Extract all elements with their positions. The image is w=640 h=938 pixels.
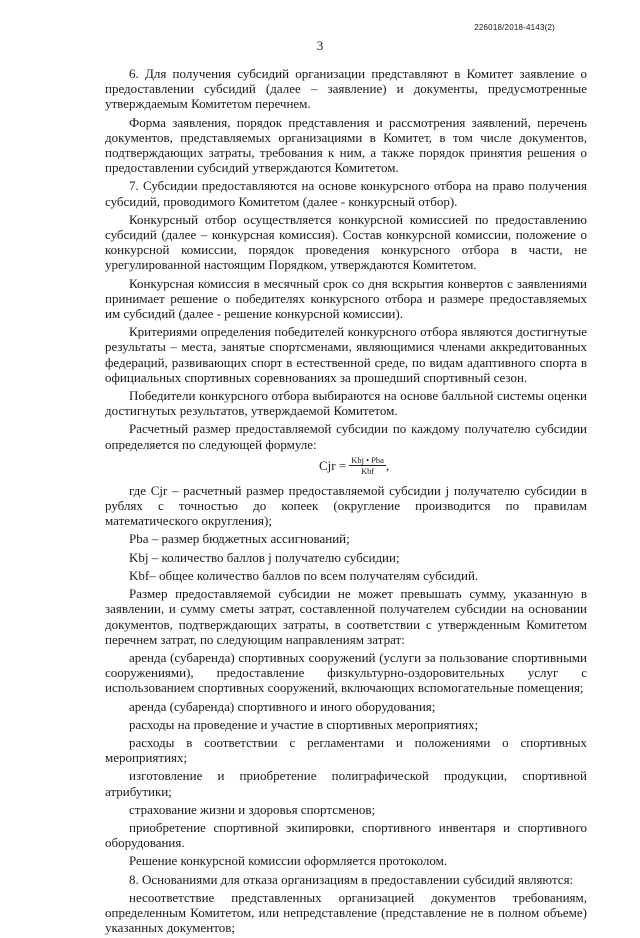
paragraph: где Cjr – расчетный размер предоставляемой субсидии j получателю субсидии в рублях с точностью до копеек (округление производится по правилам математического округления); <box>105 482 587 529</box>
page-number: 3 <box>316 38 324 53</box>
paragraph: Расчетный размер предоставляемой субсидии по каждому получателю субсидии определяется по следующей формуле: <box>105 421 587 452</box>
formula-fraction <box>349 455 386 476</box>
paragraph: Размер предоставляемой субсидии не может превышать сумму, указанную в заявлении, и сумму сметы затрат, составленной получателем субсидии на основании документов, подтверждающих затраты, в соответствии с утвержденным Комитетом перечнем затрат, по следующим направлениям затрат: <box>105 586 587 647</box>
formula-tail: , <box>385 457 390 473</box>
paragraph: Конкурсный отбор осуществляется конкурсной комиссией по предоставлению субсидий (далее – конкурсная комиссия). Состав конкурсной комиссии, положение о конкурсной комиссии, порядок проведения конкурсного отбора в части, не урегулированной настоящим Порядком, утверждаются Комитетом. <box>105 211 587 273</box>
subsidy-formula <box>319 455 389 476</box>
document-body <box>105 66 587 938</box>
paragraph: Критериями определения победителей конкурсного отбора являются достигнутые результаты – места, занятые спортсменами, являющимися членами аккредитованных федераций, развивающих спорт в естественной среде, по видам адаптивного спорта в официальных спортивных соревнованиях за прошедший спортивный сезон. <box>105 324 587 385</box>
paragraph: Конкурсная комиссия в месячный срок со дня вскрытия конвертов с заявлениями принимает решение о победителях конкурсного отбора и размере предоставляемых им субсидий (далее - решение конкурсной комиссии). <box>105 275 587 322</box>
document-id: 226018/2018-4143(2) <box>474 23 555 32</box>
list-item: аренда (субаренда) спортивных сооружений (услуги за пользование спортивными сооружениями), предоставление физкультурно-оздоровительных услуг с использованием спортивных сооружений, включающих вспомогательные помещения; <box>105 649 587 696</box>
paragraph: Решение конкурсной комиссии оформляется протоколом. <box>129 853 448 869</box>
list-item: аренда (субаренда) спортивного и иного оборудования; <box>129 698 436 714</box>
paragraph: Kbj – количество баллов j получателю субсидии; <box>129 549 400 565</box>
formula-denominator: Kbf <box>360 465 375 476</box>
paragraph: 8. Основаниями для отказа организациям в предоставлении субсидий являются: <box>129 871 574 887</box>
paragraph: Pba – размер бюджетных ассигнований; <box>129 531 350 547</box>
paragraph: Форма заявления, порядок представления и рассмотрения заявлений, перечень документов, представляемых организациями в Комитет, в том числе документов, подтверждающих затраты, требования к ним, а также порядок принятия решения о предоставлении субсидий утверждаются Комитетом. <box>105 114 587 176</box>
paragraph: Kbf– общее количество баллов по всем получателям субсидий. <box>129 567 479 583</box>
list-item: страхование жизни и здоровья спортсменов; <box>129 801 376 817</box>
formula-block <box>105 455 587 479</box>
list-item: приобретение спортивной экипировки, спортивного инвентаря и спортивного оборудования. <box>105 819 587 851</box>
paragraph: 7. Субсидии предоставляются на основе конкурсного отбора на право получения субсидий, проводимого Комитетом (далее - конкурсный отбор). <box>105 178 587 209</box>
formula-lhs: Cjr = <box>319 457 347 473</box>
list-item: изготовление и приобретение полиграфической продукции, спортивной атрибутики; <box>105 768 587 799</box>
list-item: расходы в соответствии с регламентами и положениями о спортивных мероприятиях; <box>105 734 587 766</box>
paragraph: 6. Для получения субсидий организации представляют в Комитет заявление о предоставлении субсидий (далее – заявление) и документы, предусмотренные утверждаемым Комитетом перечнем. <box>105 66 587 112</box>
paragraph: Победители конкурсного отбора выбираются на основе балльной системы оценки достигнутых результатов, утверждаемой Комитетом. <box>105 388 587 419</box>
paragraph: несоответствие представленных организацией документов требованиям, определенным Комитетом, или непредставление (представление не в полном объеме) указанных документов; <box>105 889 587 936</box>
list-item: расходы на проведение и участие в спортивных мероприятиях; <box>129 716 479 732</box>
formula-numerator: Kbj • Pba <box>351 454 384 465</box>
